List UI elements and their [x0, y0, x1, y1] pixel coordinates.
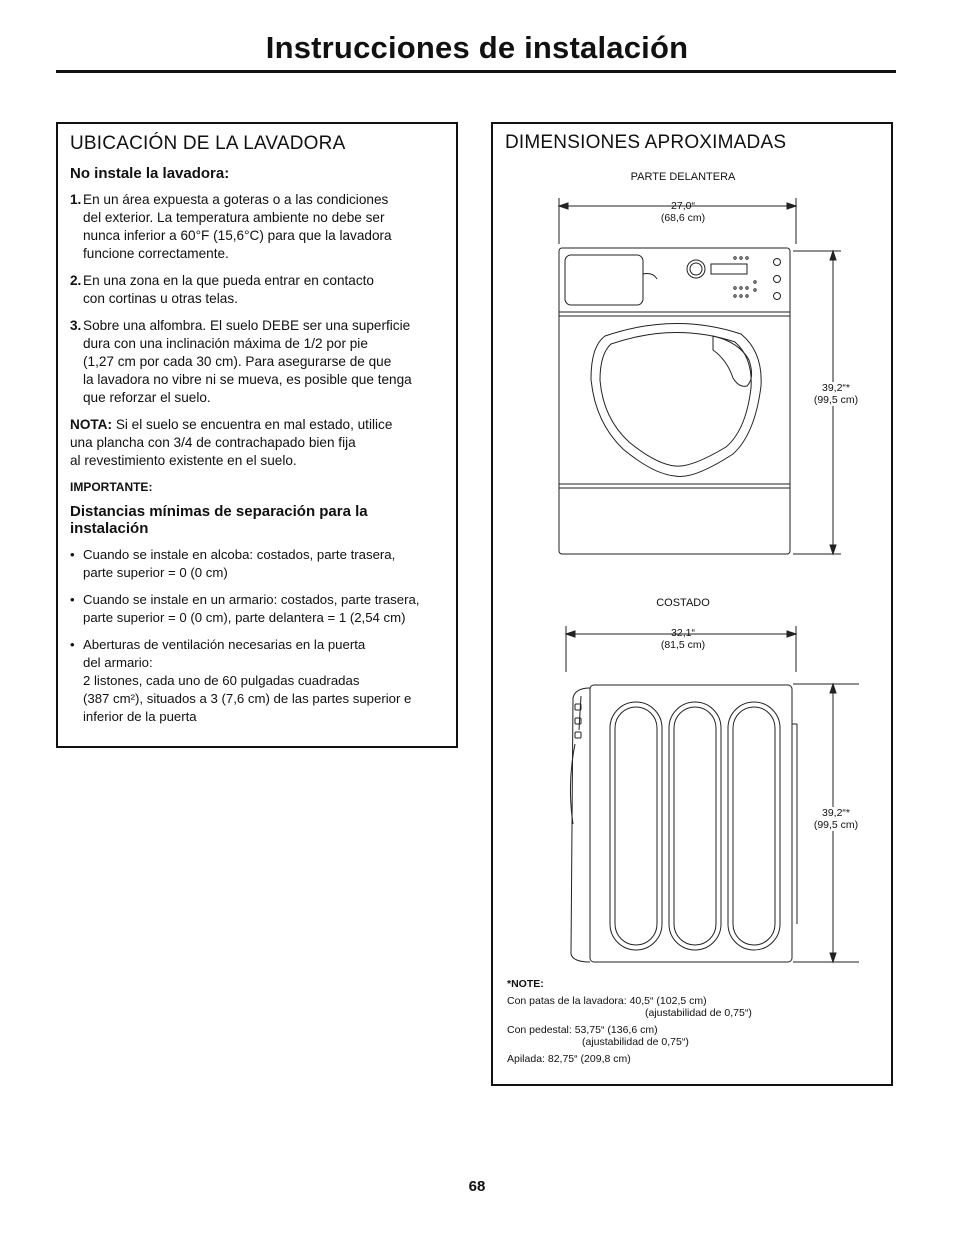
item-number: 3. — [70, 318, 82, 333]
side-front-profile — [571, 688, 590, 962]
important-label: IMPORTANTE: — [70, 480, 153, 494]
bullet-line: Cuando se instale en alcoba: costados, parte trasera, — [83, 547, 396, 562]
side-cabinet — [590, 685, 792, 962]
arrow-icon — [559, 203, 568, 209]
list-item — [70, 317, 444, 407]
note-stacked: Apilada: 82,75“ (209,8 cm) — [507, 1053, 631, 1065]
item-line: nunca inferior a 60°F (15,6°C) para que la lavadora — [83, 228, 392, 243]
door-handle — [713, 336, 752, 386]
note-pedestal — [507, 1024, 877, 1048]
side-depth-cm: (81,5 cm) — [660, 639, 706, 651]
side-panel-middle — [669, 702, 721, 950]
item-line: (1,27 cm por cada 30 cm). Para asegurarse de que — [83, 354, 392, 369]
floor-note — [70, 416, 444, 470]
title-rule — [56, 70, 896, 73]
side-panel-left — [610, 702, 662, 950]
list-item — [70, 636, 444, 726]
list-item — [70, 546, 444, 582]
side-height-in: 39,2“* — [821, 807, 851, 819]
side-depth-in: 32,1“ — [671, 627, 695, 639]
front-cabinet — [559, 248, 790, 554]
side-panel-right — [728, 702, 780, 950]
bullet-line: Cuando se instale en un armario: costados, parte trasera, — [83, 592, 420, 607]
bullet-icon: • — [70, 637, 75, 652]
dimensions-title: DIMENSIONES APROXIMADAS — [505, 132, 787, 153]
front-width-label — [633, 200, 733, 224]
notes-heading: *NOTE: — [507, 978, 544, 990]
item-line: En una zona en la que pueda entrar en contacto — [83, 273, 374, 288]
button-icon — [774, 259, 781, 266]
dimensions-box — [491, 122, 893, 1086]
bullet-line: parte superior = 0 (0 cm) — [83, 565, 228, 580]
note-label: NOTA: — [70, 417, 113, 432]
note-legs-adjust: (ajustabilidad de 0,75“) — [645, 1007, 752, 1019]
list-item — [70, 591, 444, 627]
front-view-drawing — [559, 198, 841, 554]
side-view-drawing — [566, 626, 859, 962]
bullet-line: inferior de la puerta — [83, 709, 197, 724]
clearance-heading-line: instalación — [70, 520, 149, 537]
item-line: la lavadora no vibre ni se mueva, es posible que tenga — [83, 372, 412, 387]
front-height-label — [809, 382, 863, 406]
page-number: 68 — [468, 1178, 486, 1195]
front-view-label: PARTE DELANTERA — [630, 171, 736, 183]
bullet-line: del armario: — [83, 655, 153, 670]
arrow-icon — [830, 953, 836, 962]
note-line: una plancha con 3/4 de contrachapado bien fija — [70, 435, 356, 450]
clearance-heading — [70, 503, 444, 537]
display-panel — [711, 264, 747, 274]
clearance-list — [70, 546, 444, 726]
button-icon — [774, 276, 781, 283]
bullet-line: Aberturas de ventilación necesarias en la puerta — [83, 637, 366, 652]
note-pedestal-height: Con pedestal: 53,75“ (136,6 cm) — [507, 1024, 658, 1036]
location-subtitle: No instale la lavadora: — [70, 165, 230, 182]
dimension-notes — [507, 978, 877, 1065]
note-legs — [507, 995, 877, 1019]
bullet-line: (387 cm²), situados a 3 (7,6 cm) de las partes superior e — [83, 691, 412, 706]
note-line: al revestimiento existente en el suelo. — [70, 453, 297, 468]
side-depth-label — [633, 627, 733, 651]
side-height-cm: (99,5 cm) — [813, 819, 859, 831]
list-item — [70, 272, 444, 308]
item-line: dura con una inclinación máxima de 1/2 por pie — [83, 336, 368, 351]
detergent-drawer — [565, 255, 643, 305]
note-legs-height: Con patas de la lavadora: 40,5“ (102,5 cm) — [507, 995, 707, 1007]
front-width-cm: (68,6 cm) — [660, 212, 706, 224]
list-item — [70, 191, 444, 263]
location-title: UBICACIÓN DE LA LAVADORA — [70, 133, 346, 154]
door-inner — [600, 332, 751, 466]
arrow-icon — [566, 631, 575, 637]
item-line: En un área expuesta a goteras o a las condiciones — [83, 192, 389, 207]
item-line: con cortinas u otras telas. — [83, 291, 238, 306]
side-height-label — [809, 807, 863, 831]
front-width-in: 27,0“ — [671, 200, 695, 212]
front-height-cm: (99,5 cm) — [813, 394, 859, 406]
note-pedestal-adjust: (ajustabilidad de 0,75“) — [582, 1036, 689, 1048]
bullet-line: 2 listones, cada uno de 60 pulgadas cuadradas — [83, 673, 360, 688]
arrow-icon — [830, 684, 836, 693]
page-title: Instrucciones de instalación — [265, 30, 689, 65]
item-number: 2. — [70, 273, 82, 288]
item-line: funcione correctamente. — [83, 246, 229, 261]
clearance-heading-line: Distancias mínimas de separación para la — [70, 503, 368, 520]
bullet-icon: • — [70, 547, 75, 562]
note-line: Si el suelo se encuentra en mal estado, utilice — [115, 417, 393, 432]
button-icon — [774, 293, 781, 300]
item-number: 1. — [70, 192, 82, 207]
bullet-icon: • — [70, 592, 75, 607]
arrow-icon — [830, 251, 836, 260]
arrow-icon — [787, 203, 796, 209]
door-outer — [591, 323, 761, 476]
location-list — [70, 191, 444, 407]
item-line: Sobre una alfombra. El suelo DEBE ser una superficie — [83, 318, 411, 333]
item-line: del exterior. La temperatura ambiente no debe ser — [83, 210, 385, 225]
arrow-icon — [787, 631, 796, 637]
front-height-in: 39,2“* — [821, 382, 851, 394]
side-view-label: COSTADO — [656, 597, 710, 609]
item-line: que reforzar el suelo. — [83, 390, 211, 405]
bullet-line: parte superior = 0 (0 cm), parte delantera = 1 (2,54 cm) — [83, 610, 406, 625]
arrow-icon — [830, 545, 836, 554]
washer-location-box — [56, 122, 458, 748]
